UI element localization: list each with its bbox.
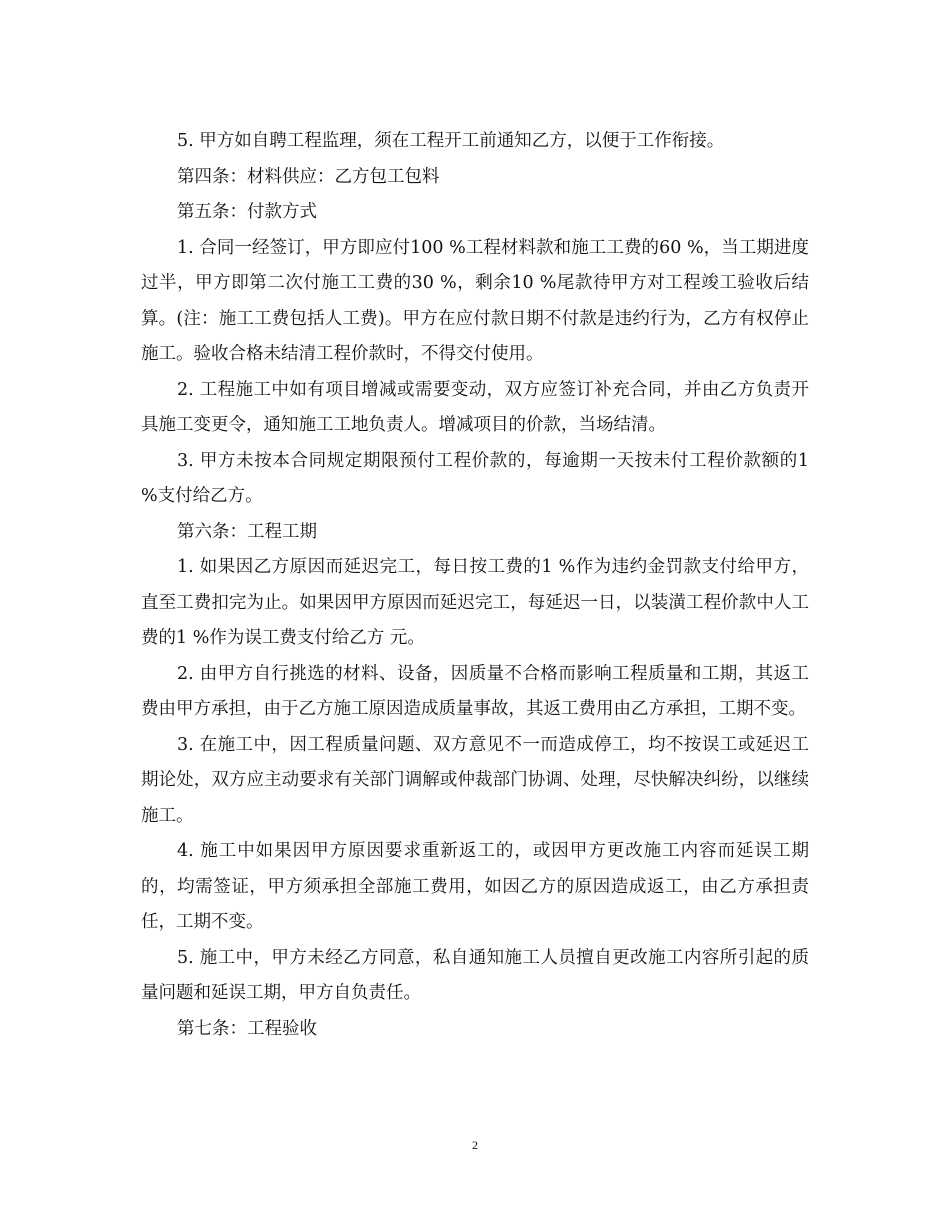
article-6-heading: 第六条：工程工期	[177, 521, 317, 542]
clause-3-item-5: 5. 甲方如自聘工程监理，须在工程开工前通知乙方，以便于工作衔接。	[177, 131, 725, 151]
contract-body	[141, 124, 809, 1047]
article-4-heading: 第四条：材料供应：乙方包工包料	[177, 166, 440, 187]
article-6-item-4: 4. 施工中如果因甲方原因要求重新返工的，或因甲方更改施工内容而延误工期的，均需签证，甲方须承担全部施工费用，如因乙方的原因造成返工，由乙方承担责任，工期不变。	[141, 841, 809, 932]
article-5-item-1: 1. 合同一经签订，甲方即应付100 %工程材料款和施工工费的60 %，当工期进度过半，甲方即第二次付施工工费的30 %，剩余10 %尾款待甲方对工程竣工验收后结算。(注：施工工费包括人工费)。甲方在应付款日期不付款是违约行为，乙方有权停止施工。验收合格未结清工程价款时，不得交付使用。	[141, 237, 809, 364]
article-7-heading: 第七条：工程验收	[177, 1018, 317, 1039]
article-6-item-3: 3. 在施工中，因工程质量问题、双方意见不一而造成停工，均不按误工或延迟工期论处，双方应主动要求有关部门调解或仲裁部门协调、处理，尽快解决纠纷，以继续施工。	[141, 734, 809, 826]
page-number: 2	[472, 1138, 478, 1152]
article-5-heading: 第五条：付款方式	[177, 202, 317, 222]
article-5-item-2: 2. 工程施工中如有项目增减或需要变动，双方应签订补充合同，并由乙方负责开具施工变更令，通知施工工地负责人。增减项目的价款，当场结清。	[141, 379, 809, 435]
article-6-item-1: 1. 如果因乙方原因而延迟完工，每日按工费的1 %作为违约金罚款支付给甲方，直至工费扣完为止。如果因甲方原因而延迟完工，每延迟一日，以装潢工程价款中人工费的1 %作为误工费支付给乙方 元。	[141, 557, 809, 648]
article-6-item-2: 2. 由甲方自行挑选的材料、设备，因质量不合格而影响工程质量和工期，其返工费由甲方承担，由于乙方施工原因造成质量事故，其返工费用由乙方承担，工期不变。	[141, 663, 809, 719]
article-6-item-5: 5. 施工中，甲方未经乙方同意，私自通知施工人员擅自更改施工内容所引起的质量问题和延误工期，甲方自负责任。	[141, 947, 809, 1003]
article-5-item-3: 3. 甲方未按本合同规定期限预付工程价款的，每逾期一天按未付工程价款额的1 %支付给乙方。	[141, 450, 809, 506]
